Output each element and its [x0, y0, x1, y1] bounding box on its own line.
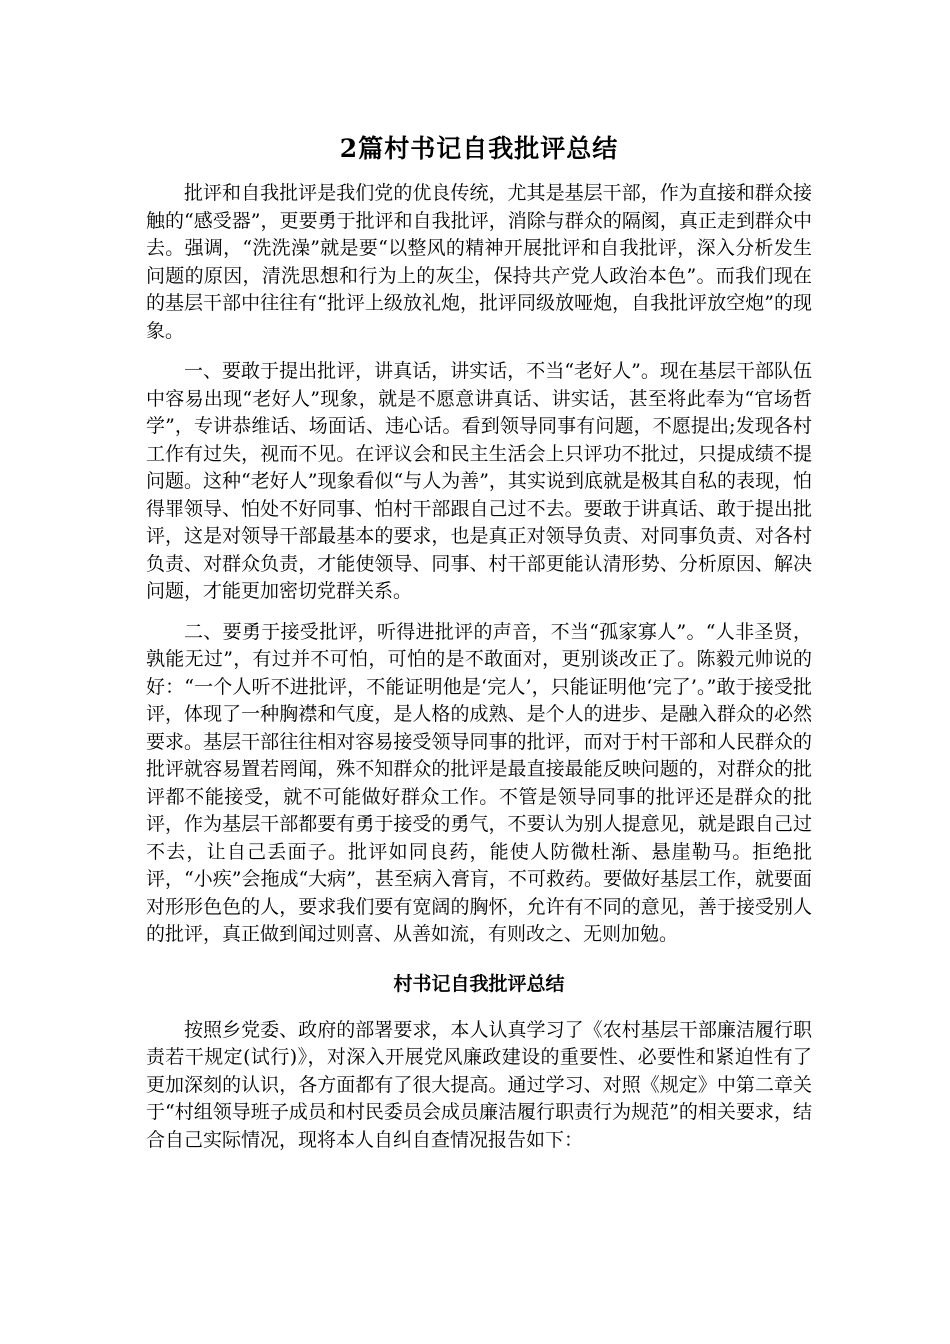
section-intro-paragraph: 按照乡党委、政府的部署要求，本人认真学习了《农村基层干部廉洁履行职责若干规定(试行)》，对深入开展党风廉政建设的重要性、必要性和紧迫性有了更加深刻的认识，各方面都有了很大提高。通过学习、对照《规定》中第二章关于“村组领导班子成员和村民委员会成员廉洁履行职责行为规范”的相关要求，结合自己实际情况，现将本人自纠自查情况报告如下： — [146, 1018, 812, 1151]
section-title: 村书记自我批评总结 — [393, 972, 565, 995]
document-title: 2篇村书记自我批评总结 — [339, 134, 619, 163]
intro-paragraph: 批评和自我批评是我们党的优良传统，尤其是基层干部，作为直接和群众接触的“感受器”，更要勇于批评和自我批评，消除与群众的隔阂，真正走到群众中去。强调，“洗洗澡”就是要“以整风的精神开展批评和自我批评，深入分析发生问题的原因，清洗思想和行为上的灰尘，保持共产党人政治本色”。而我们现在的基层干部中往往有“批评上级放礼炮，批评同级放哑炮，自我批评放空炮”的现象。 — [146, 182, 812, 342]
point-one-paragraph: 一、要敢于提出批评，讲真话，讲实话，不当“老好人”。现在基层干部队伍中容易出现“老好人”现象，就是不愿意讲真话、讲实话，甚至将此奉为“官场哲学”，专讲恭维话、场面话、违心话。看到领导同事有问题，不愿提出;发现各村工作有过失，视而不见。在评议会和民主生活会上只评功不批过，只提成绩不提问题。这种“老好人”现象看似“与人为善”，其实说到底就是极其自私的表现，怕得罪领导、怕处不好同事、怕村干部跟自己过不去。要敢于讲真话、敢于提出批评，这是对领导干部最基本的要求，也是真正对领导负责、对同事负责、对各村负责、对群众负责，才能使领导、同事、村干部更能认清形势、分析原因、解决问题，才能更加密切党群关系。 — [146, 360, 812, 602]
point-two-paragraph: 二、要勇于接受批评，听得进批评的声音，不当“孤家寡人”。“人非圣贤，孰能无过”，有过并不可怕，可怕的是不敢面对，更别谈改正了。陈毅元帅说的好：“一个人听不进批评，不能证明他是‘完人’，只能证明他‘完了’。”敢于接受批评，体现了一种胸襟和气度，是人格的成熟、是个人的进步、是融入群众的必然要求。基层干部往往相对容易接受领导同事的批评，而对于村干部和人民群众的批评就容易置若罔闻，殊不知群众的批评是最直接最能反映问题的，对群众的批评都不能接受，就不可能做好群众工作。不管是领导同事的批评还是群众的批评，作为基层干部都要有勇于接受的勇气，不要认为别人提意见，就是跟自己过不去，让自己丢面子。批评如同良药，能使人防微杜渐、悬崖勒马。拒绝批评，“小疾”会拖成“大病”，甚至病入膏肓，不可救药。要做好基层工作，就要面对形形色色的人，要求我们要有宽阔的胸怀，允许有不同的意见，善于接受别人的批评，真正做到闻过则喜、从善如流，有则改之、无则加勉。 — [146, 620, 812, 945]
